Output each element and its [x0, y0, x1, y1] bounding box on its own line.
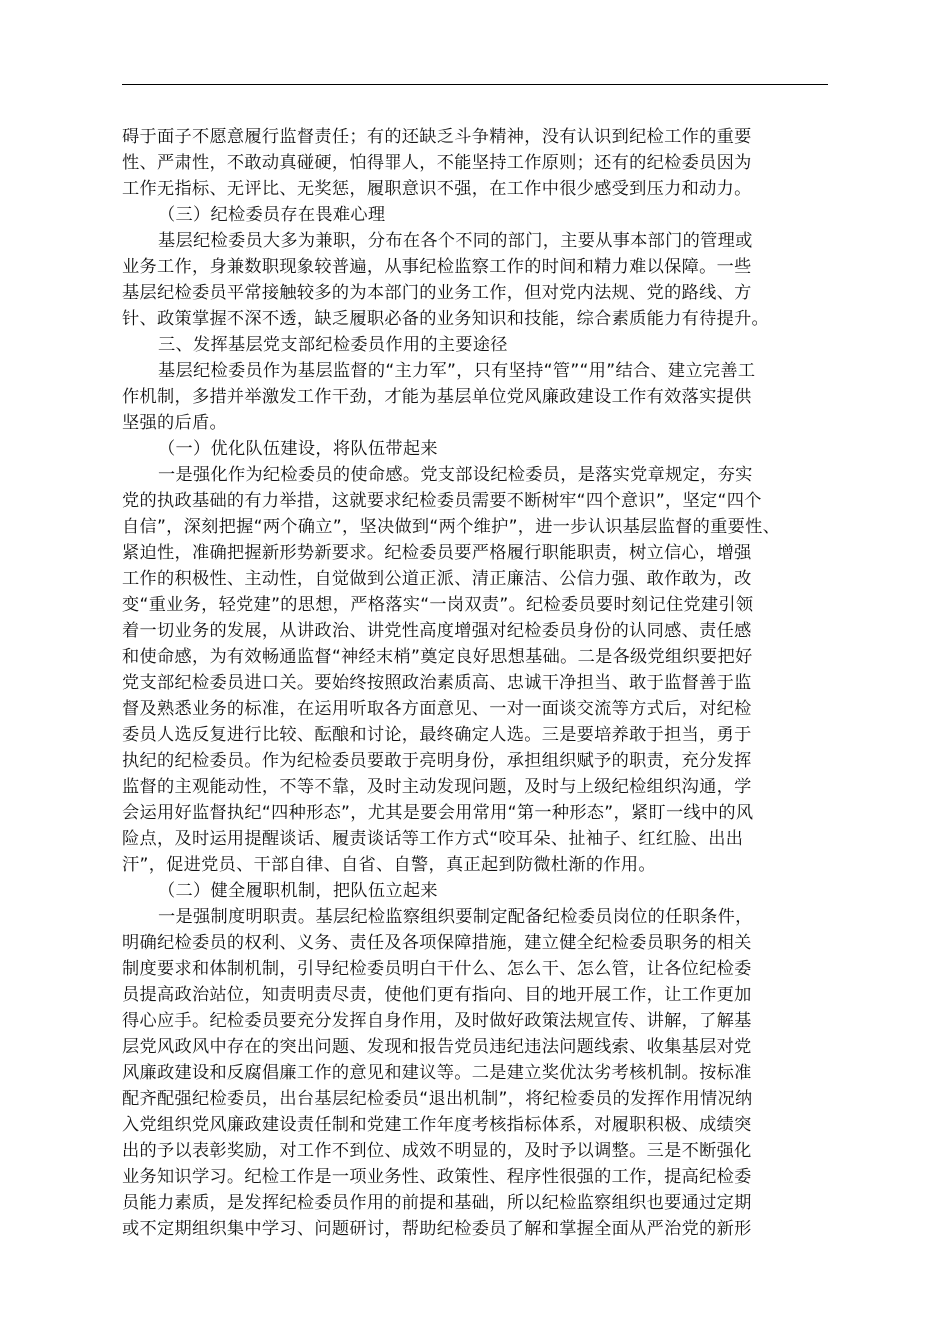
- text-line: 执纪的纪检委员。作为纪检委员要敢于亮明身份，承担组织赋予的职责，充分发挥: [122, 751, 752, 771]
- text-line: 一是强制度明职责。基层纪检监察组织要制定配备纪检委员岗位的任职条件，: [158, 907, 753, 927]
- text-line: 基层纪检委员平常接触较多的为本部门的业务工作，但对党内法规、党的路线、方: [122, 283, 752, 303]
- text-line: 出的予以表彰奖励，对工作不到位、成效不明显的，及时予以调整。三是不断强化: [122, 1141, 752, 1161]
- text-line: 一是强化作为纪检委员的使命感。党支部设纪检委员，是落实党章规定，夯实: [158, 465, 753, 485]
- section-heading: [122, 878, 834, 904]
- text-line: 员能力素质，是发挥纪检委员作用的前提和基础，所以纪检监察组织也要通过定期: [122, 1193, 752, 1213]
- text-line: 紧迫性，准确把握新形势新要求。纪检委员要严格履行职能职责，树立信心，增强: [122, 543, 752, 563]
- text-line: 员提高政治站位，知责明责尽责，使他们更有指向、目的地开展工作，让工作更加: [122, 985, 752, 1005]
- text-line: 党支部纪检委员进口关。要始终按照政治素质高、忠诚干净担当、敢于监督善于监: [122, 673, 752, 693]
- section-heading: [122, 332, 834, 358]
- text-line: 变“重业务，轻党建”的思想，严格落实“一岗双责”。纪检委员要时刻记住党建引领: [122, 595, 754, 615]
- text-line: 配齐配强纪检委员，出台基层纪检委员“退出机制”，将纪检委员的发挥作用情况纳: [122, 1089, 753, 1109]
- text-line: 作机制，多措并举激发工作干劲，才能为基层单位党风廉政建设工作有效落实提供: [122, 387, 752, 407]
- paragraph: [122, 124, 834, 202]
- text-line: 督及熟悉业务的标准，在运用听取各方面意见、一对一面谈交流等方式后，对纪检: [122, 699, 752, 719]
- text-line: 监督的主观能动性，不等不靠，及时主动发现问题，及时与上级纪检组织沟通，学: [122, 777, 752, 797]
- paragraph: [122, 358, 834, 436]
- paragraph: [122, 228, 834, 332]
- text-line: 党的执政基础的有力举措，这就要求纪检委员需要不断树牢“四个意识”，坚定“四个: [122, 491, 762, 511]
- text-line: 坚强的后盾。: [122, 413, 227, 433]
- heading-line: 三、发挥基层党支部纪检委员作用的主要途径: [158, 335, 508, 355]
- text-line: 风廉政建设和反腐倡廉工作的意见和建议等。二是建立奖优汰劣考核机制。按标准: [122, 1063, 752, 1083]
- text-line: 层党风政风中存在的突出问题、发现和报告党员违纪违法问题线索、收集基层对党: [122, 1037, 752, 1057]
- text-line: 委员人选反复进行比较、酝酿和讨论，最终确定人选。三是要培养敢于担当，勇于: [122, 725, 752, 745]
- text-line: 入党组织党风廉政建设责任制和党建工作年度考核指标体系，对履职积极、成绩突: [122, 1115, 752, 1135]
- text-line: 针、政策掌握不深不透，缺乏履职必备的业务知识和技能，综合素质能力有待提升。: [122, 309, 770, 329]
- heading-line: （三）纪检委员存在畏难心理: [158, 205, 386, 225]
- text-line: 会运用好监督执纪“四种形态”，尤其是要会用常用“第一种形态”，紧盯一线中的风: [122, 803, 754, 823]
- heading-line: （一）优化队伍建设，将队伍带起来: [158, 439, 438, 459]
- text-line: 基层纪检委员大多为兼职，分布在各个不同的部门，主要从事本部门的管理或: [158, 231, 753, 251]
- text-line: 工作无指标、无评比、无奖惩，履职意识不强，在工作中很少感受到压力和动力。: [122, 179, 752, 199]
- text-line: 着一切业务的发展，从讲政治、讲党性高度增强对纪检委员身份的认同感、责任感: [122, 621, 752, 641]
- text-line: 碍于面子不愿意履行监督责任；有的还缺乏斗争精神，没有认识到纪检工作的重要: [122, 127, 752, 147]
- paragraph: [122, 904, 834, 1242]
- text-line: 汗”，促进党员、干部自律、自省、自警，真正起到防微杜渐的作用。: [122, 855, 656, 875]
- text-line: 工作的积极性、主动性，自觉做到公道正派、清正廉洁、公信力强、敢作敢为，改: [122, 569, 752, 589]
- text-line: 得心应手。纪检委员要充分发挥自身作用，及时做好政策法规宣传、讲解，了解基: [122, 1011, 752, 1031]
- document-body: [122, 124, 834, 1242]
- text-line: 险点，及时运用提醒谈话、履责谈话等工作方式“咬耳朵、扯袖子、红红脸、出出: [122, 829, 744, 849]
- text-line: 业务工作，身兼数职现象较普遍，从事纪检监察工作的时间和精力难以保障。一些: [122, 257, 752, 277]
- section-heading: [122, 436, 834, 462]
- text-line: 和使命感，为有效畅通监督“神经末梢”奠定良好思想基础。二是各级党组织要把好: [122, 647, 753, 667]
- text-line: 自信”，深刻把握“两个确立”，坚决做到“两个维护”，进一步认识基层监督的重要性、: [122, 517, 781, 537]
- heading-line: （二）健全履职机制，把队伍立起来: [158, 881, 438, 901]
- section-heading: [122, 202, 834, 228]
- text-line: 性、严肃性，不敢动真碰硬，怕得罪人，不能坚持工作原则；还有的纪检委员因为: [122, 153, 752, 173]
- text-line: 基层纪检委员作为基层监督的“主力军”，只有坚持“管”“用”结合、建立完善工: [158, 361, 756, 381]
- text-line: 明确纪检委员的权利、义务、责任及各项保障措施，建立健全纪检委员职务的相关: [122, 933, 752, 953]
- paragraph: [122, 462, 834, 878]
- text-line: 或不定期组织集中学习、问题研讨，帮助纪检委员了解和掌握全面从严治党的新形: [122, 1219, 752, 1239]
- text-line: 业务知识学习。纪检工作是一项业务性、政策性、程序性很强的工作，提高纪检委: [122, 1167, 752, 1187]
- header-rule: [122, 84, 828, 85]
- text-line: 制度要求和体制机制，引导纪检委员明白干什么、怎么干、怎么管，让各位纪检委: [122, 959, 752, 979]
